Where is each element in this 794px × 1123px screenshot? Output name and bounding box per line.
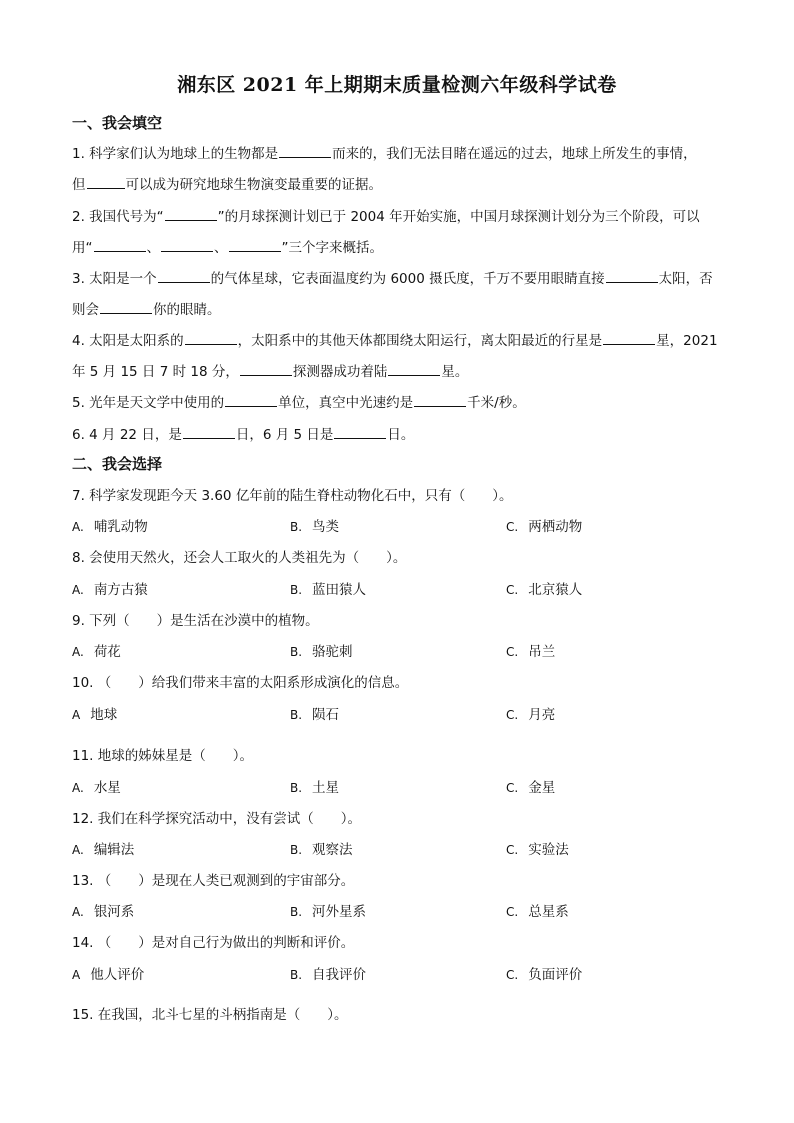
question-text: 3. 太阳是一个: [72, 271, 157, 287]
option-text: 土星: [312, 780, 340, 796]
option-text: 陨石: [312, 707, 340, 723]
option-a[interactable]: [72, 838, 134, 858]
question-text: 年 5 月 15 日 7 时 18 分，: [72, 364, 239, 380]
question-2-line-2: [72, 236, 732, 256]
option-text: 编辑法: [93, 842, 135, 858]
answer-blank[interactable]: [414, 392, 466, 407]
question-1-line-2: [72, 173, 732, 193]
option-a[interactable]: [72, 776, 121, 796]
option-key: C.: [506, 645, 519, 659]
question-text: 可以成为研究地球生物演变最重要的证据。: [125, 177, 382, 193]
question-text: 星，2021: [656, 333, 718, 349]
option-text: 总星系: [528, 904, 569, 920]
question-text: 6. 4 月 22 日，是: [72, 427, 182, 443]
question-text: 你的眼睛。: [153, 302, 221, 318]
question-text: 而来的，我们无法目睹在遥远的过去，地球上所发生的事情，: [332, 146, 697, 162]
option-key: C.: [506, 708, 519, 722]
option-c[interactable]: [506, 900, 569, 920]
question-text: 用“: [72, 240, 93, 256]
option-c[interactable]: [506, 776, 555, 796]
option-text: 荷花: [93, 644, 121, 660]
option-text: 自我评价: [312, 967, 367, 983]
option-text: 吊兰: [528, 644, 556, 660]
option-c[interactable]: [506, 703, 555, 723]
option-b[interactable]: [290, 515, 339, 535]
answer-blank[interactable]: [606, 268, 658, 283]
question-4-line-1: [72, 329, 732, 349]
option-key: A: [72, 968, 81, 982]
option-text: 水星: [93, 780, 121, 796]
option-key: A.: [72, 520, 84, 534]
question-3-line-2: [72, 298, 732, 318]
option-a[interactable]: [72, 703, 117, 723]
option-text: 月亮: [528, 707, 556, 723]
answer-blank[interactable]: [183, 424, 235, 439]
question-text: 1. 科学家们认为地球上的生物都是: [72, 146, 279, 162]
option-key: A: [72, 708, 81, 722]
answer-blank[interactable]: [87, 174, 125, 189]
option-key: A.: [72, 645, 84, 659]
option-c[interactable]: [506, 578, 582, 598]
option-key: B.: [290, 583, 303, 597]
answer-blank[interactable]: [388, 361, 440, 376]
option-text: 北京猿人: [528, 582, 583, 598]
question-text: 单位，真空中光速约是: [278, 395, 414, 411]
option-key: A.: [72, 583, 84, 597]
option-c[interactable]: [506, 640, 555, 660]
question-text: 日。: [387, 427, 415, 443]
option-c[interactable]: [506, 963, 582, 983]
question-1-line-1: [72, 142, 732, 162]
option-text: 负面评价: [528, 967, 583, 983]
option-a[interactable]: [72, 900, 134, 920]
question-11: 11. 地球的姊妹星是（ ）。: [72, 748, 254, 764]
option-b[interactable]: [290, 776, 339, 796]
exam-title: 湘东区 2021 年上期期末质量检测六年级科学试卷: [177, 74, 617, 96]
question-14: 14. （ ）是对自己行为做出的判断和评价。: [72, 935, 355, 951]
question-9: 9. 下列（ ）是生活在沙漠中的植物。: [72, 613, 319, 629]
option-key: C.: [506, 968, 519, 982]
question-text: 的气体星球，它表面温度约为 6000 摄氏度，千万不要用眼睛直接: [210, 271, 605, 287]
option-a[interactable]: [72, 515, 148, 535]
option-b[interactable]: [290, 838, 353, 858]
option-key: C.: [506, 583, 519, 597]
option-text: 地球: [90, 707, 118, 723]
option-key: C.: [506, 781, 519, 795]
question-3-line-1: [72, 267, 732, 287]
option-text: 南方古猿: [93, 582, 148, 598]
question-text: 探测器成功着陆: [292, 364, 388, 380]
option-key: A.: [72, 843, 84, 857]
option-b[interactable]: [290, 703, 339, 723]
question-text: 千米/秒。: [467, 395, 526, 411]
option-key: B.: [290, 708, 303, 722]
option-key: B.: [290, 781, 303, 795]
option-key: B.: [290, 968, 303, 982]
question-12: 12. 我们在科学探究活动中，没有尝试（ ）。: [72, 811, 362, 827]
option-text: 观察法: [312, 842, 353, 858]
separator-text: 、: [146, 240, 160, 256]
option-key: A.: [72, 905, 84, 919]
option-key: B.: [290, 520, 303, 534]
question-text: ，太阳系中的其他天体都围绕太阳运行，离太阳最近的行星是: [237, 333, 603, 349]
answer-blank[interactable]: [94, 237, 146, 252]
answer-blank[interactable]: [185, 330, 237, 345]
question-7: 7. 科学家发现距今天 3.60 亿年前的陆生脊柱动物化石中，只有（ ）。: [72, 488, 513, 504]
answer-blank[interactable]: [225, 392, 277, 407]
answer-blank[interactable]: [100, 299, 152, 314]
question-text: 5. 光年是天文学中使用的: [72, 395, 225, 411]
question-6: [72, 423, 732, 443]
answer-blank[interactable]: [279, 143, 331, 158]
answer-blank[interactable]: [165, 206, 217, 221]
question-text: ”三个字来概括。: [281, 240, 383, 256]
option-text: 两栖动物: [528, 519, 583, 535]
option-c[interactable]: [506, 838, 569, 858]
option-text: 实验法: [528, 842, 569, 858]
option-key: A.: [72, 781, 84, 795]
answer-blank[interactable]: [161, 237, 213, 252]
option-text: 哺乳动物: [93, 519, 148, 535]
option-b[interactable]: [290, 640, 353, 660]
answer-blank[interactable]: [158, 268, 210, 283]
question-text: 但: [72, 177, 86, 193]
section-heading-choice: 二、我会选择: [72, 455, 163, 473]
option-c[interactable]: [506, 515, 582, 535]
answer-blank[interactable]: [603, 330, 655, 345]
option-text: 金星: [528, 780, 556, 796]
option-text: 河外星系: [312, 904, 367, 920]
question-text: 星。: [441, 364, 469, 380]
question-8: 8. 会使用天然火，还会人工取火的人类祖先为（ ）。: [72, 550, 407, 566]
option-text: 蓝田猿人: [312, 582, 367, 598]
option-b[interactable]: [290, 900, 366, 920]
question-5: [72, 391, 732, 411]
option-text: 鸟类: [312, 519, 340, 535]
option-b[interactable]: [290, 963, 366, 983]
question-text: 4. 太阳是太阳系的: [72, 333, 184, 349]
option-key: B.: [290, 905, 303, 919]
option-key: C.: [506, 905, 519, 919]
option-a[interactable]: [72, 578, 148, 598]
option-a[interactable]: [72, 640, 121, 660]
answer-blank[interactable]: [229, 237, 281, 252]
option-key: C.: [506, 520, 519, 534]
question-15: 15. 在我国，北斗七星的斗柄指南是（ ）。: [72, 1007, 348, 1023]
option-text: 银河系: [93, 904, 135, 920]
section-heading-fill: 一、我会填空: [72, 114, 163, 132]
question-text: 则会: [72, 302, 99, 318]
question-text: ”的月球探测计划已于 2004 年开始实施，中国月球探测计划分为三个阶段，可以: [217, 209, 700, 225]
answer-blank[interactable]: [334, 424, 386, 439]
separator-text: 、: [214, 240, 228, 256]
answer-blank[interactable]: [240, 361, 292, 376]
question-10: 10. （ ）给我们带来丰富的太阳系形成演化的信息。: [72, 675, 409, 691]
option-a[interactable]: [72, 963, 144, 983]
option-key: B.: [290, 645, 303, 659]
question-2-line-1: [72, 205, 732, 225]
question-13: 13. （ ）是现在人类已观测到的宇宙部分。: [72, 873, 355, 889]
option-text: 他人评价: [90, 967, 145, 983]
option-key: C.: [506, 843, 519, 857]
question-text: 太阳，否: [658, 271, 713, 287]
option-b[interactable]: [290, 578, 366, 598]
question-text: 2. 我国代号为“: [72, 209, 164, 225]
question-4-line-2: [72, 360, 732, 380]
question-text: 日，6 月 5 日是: [235, 427, 334, 443]
option-text: 骆驼刺: [312, 644, 353, 660]
option-key: B.: [290, 843, 303, 857]
